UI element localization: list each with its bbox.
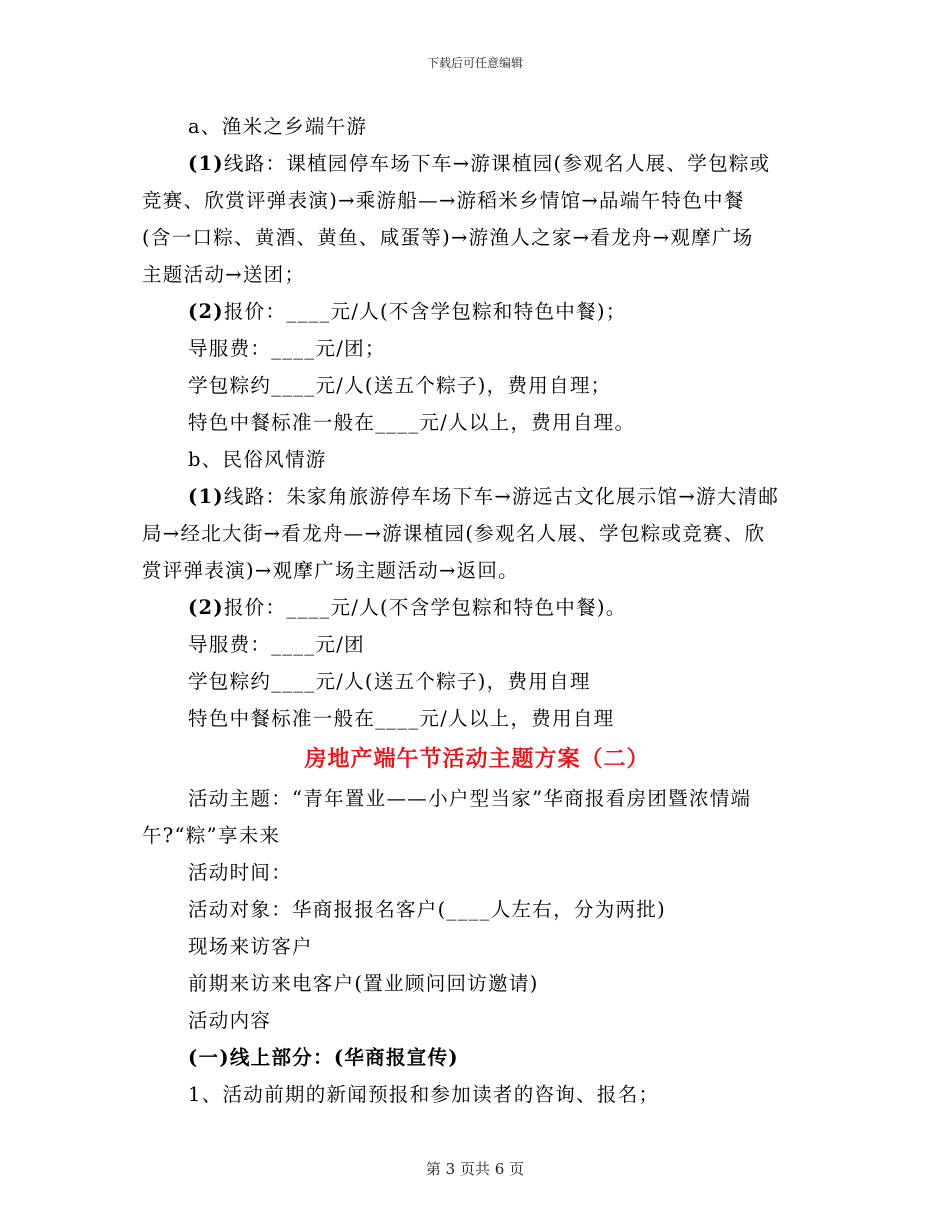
section-a-heading: a、渔米之乡端午游 bbox=[188, 115, 368, 138]
activity-content-heading: 活动内容 bbox=[188, 1009, 272, 1032]
section-a-price bbox=[142, 293, 812, 330]
section-two-title: 房地产端午节活动主题方案（二） bbox=[304, 746, 650, 772]
section-b-price-label: (2) bbox=[188, 596, 224, 619]
section-a-route-line: 竞赛、欣赏评弹表演)→乘游船—→游稻米乡情馆→品端午特色中餐 bbox=[142, 189, 745, 212]
section-a-zongzi-fee: 学包粽约____元/人(送五个粽子)，费用自理； bbox=[188, 374, 612, 397]
section-b-guide-fee: 导服费：____元/团 bbox=[188, 633, 365, 656]
section-a-route-line: 主题活动→送团； bbox=[142, 263, 306, 286]
section-b-meal-fee: 特色中餐标准一般在____元/人以上，费用自理 bbox=[188, 707, 615, 730]
section-a-price-label: (2) bbox=[188, 300, 224, 323]
online-item-1: 1、活动前期的新闻预报和参加读者的咨询、报名； bbox=[188, 1083, 660, 1106]
section-b-price bbox=[142, 589, 812, 626]
activity-visitors: 现场来访客户 bbox=[188, 935, 313, 958]
page-footer: 第 3 页共 6 页 bbox=[425, 1160, 525, 1178]
section-b-route-first-line bbox=[142, 478, 812, 515]
activity-theme-line: 午?“粽”享未来 bbox=[142, 824, 281, 847]
online-section-heading: (一)线上部分：(华商报宣传) bbox=[188, 1046, 459, 1069]
activity-theme-line: 活动主题：“青年置业——小户型当家”华商报看房团暨浓情端 bbox=[188, 787, 752, 810]
document-body bbox=[142, 108, 812, 1113]
activity-previous-visitors: 前期来访来电客户(置业顾问回访邀请) bbox=[188, 972, 539, 995]
section-b-route-line: 局→经北大街→看龙舟—→游课植园(参观名人展、学包粽或竞赛、欣 bbox=[142, 522, 766, 545]
section-b-price-text: 报价：____元/人(不含学包粽和特色中餐)。 bbox=[223, 596, 627, 619]
section-b-route-label: (1) bbox=[188, 485, 224, 508]
section-b-zongzi-fee: 学包粽约____元/人(送五个粽子)，费用自理 bbox=[188, 670, 591, 693]
section-a-price-text: 报价：____元/人(不含学包粽和特色中餐)； bbox=[223, 300, 627, 323]
section-a-route-line: (含一口粽、黄酒、黄鱼、咸蛋等)→游渔人之家→看龙舟→观摩广场 bbox=[142, 226, 754, 249]
section-a-route-text: 线路：课植园停车场下车→游课植园(参观名人展、学包粽或 bbox=[223, 152, 771, 175]
section-a-meal-fee: 特色中餐标准一般在____元/人以上，费用自理。 bbox=[188, 411, 636, 434]
section-a-route-label: (1) bbox=[188, 152, 224, 175]
section-b-route-text: 线路：朱家角旅游停车场下车→游远古文化展示馆→游大清邮 bbox=[223, 485, 780, 508]
section-a-route-first-line bbox=[142, 145, 812, 182]
header-note: 下载后可任意编辑 bbox=[426, 56, 523, 70]
activity-target: 活动对象：华商报报名客户(____人左右，分为两批) bbox=[188, 898, 667, 921]
section-a-guide-fee: 导服费：____元/团； bbox=[188, 337, 386, 360]
activity-time: 活动时间： bbox=[188, 861, 293, 884]
section-b-heading: b、民俗风情游 bbox=[188, 448, 327, 471]
section-b-route-line: 赏评弹表演)→观摩广场主题活动→返回。 bbox=[142, 559, 519, 582]
